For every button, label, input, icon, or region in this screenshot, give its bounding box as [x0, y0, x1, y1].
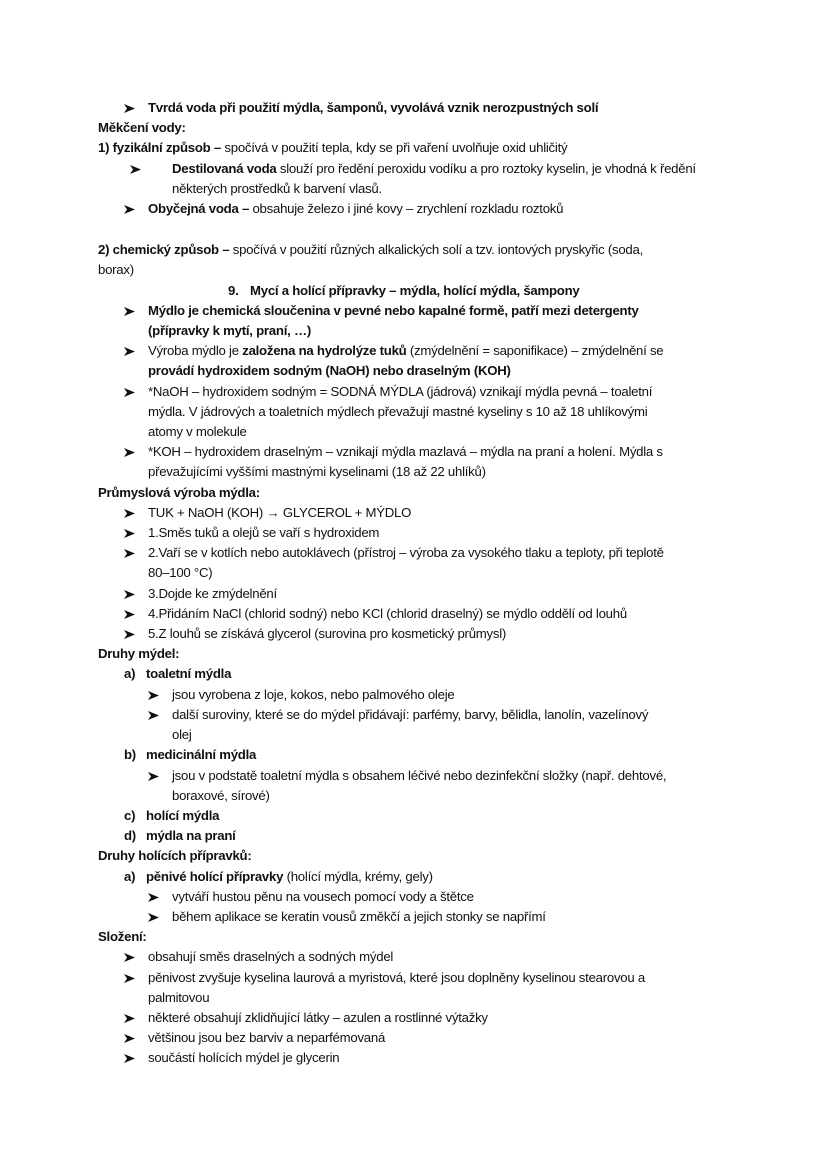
- list-item: [98, 968, 748, 1008]
- alpha-item: [98, 664, 748, 684]
- arrowhead-bullet-icon: [124, 604, 138, 624]
- arrowhead-bullet-icon: [124, 1048, 138, 1068]
- arrowhead-bullet-icon: [148, 907, 162, 927]
- arrowhead-bullet-icon: [148, 766, 162, 786]
- list-item-text: obsahují směs draselných a sodných mýdel: [148, 949, 394, 965]
- arrowhead-bullet-icon: [148, 685, 162, 705]
- list-item: [98, 584, 748, 604]
- arrowhead-bullet-icon: [130, 159, 144, 179]
- paragraph-text: spočívá v použití tepla, kdy se při vaření uvolňuje oxid uhličitý: [221, 140, 568, 156]
- list-item-text: 2.Vaří se v kotlích nebo autoklávech (přístroj – výroba za vysokého tlaku a teploty, při teplotě: [148, 545, 664, 561]
- list-item: [98, 543, 748, 583]
- list-item-text: 1.Směs tuků a olejů se vaří s hydroxidem: [148, 525, 380, 541]
- arrowhead-bullet-icon: [148, 887, 162, 907]
- arrowhead-bullet-icon: [124, 523, 138, 543]
- list-item: [98, 604, 748, 624]
- alpha-item: [98, 867, 748, 887]
- alpha-title: toaletní mýdla: [146, 666, 232, 682]
- list-item-text: *KOH – hydroxidem draselným – vznikají mýdla mazlavá – mýdla na praní a holení. Mýdla s: [148, 444, 663, 460]
- alpha-item: [98, 826, 748, 846]
- list-item-cont: boraxové, sírové): [172, 787, 270, 803]
- arrowhead-bullet-icon: [124, 503, 138, 523]
- paragraph-label: 2) chemický způsob –: [98, 242, 230, 258]
- arrowhead-bullet-icon: [124, 624, 138, 644]
- alpha-title: mýdla na praní: [146, 828, 236, 844]
- list-item: [98, 887, 748, 907]
- list-item: [98, 98, 748, 118]
- list-item-text: vytváří hustou pěnu na vousech pomocí vody a štětce: [172, 888, 474, 904]
- alpha-label: a): [124, 868, 136, 884]
- alpha-item: [98, 745, 748, 765]
- arrowhead-bullet-icon: [124, 1008, 138, 1028]
- list-item: [98, 907, 748, 927]
- list-item-cont: převažujícími vyššími mastnými kyselinami (18 až 22 uhlíků): [148, 464, 486, 480]
- arrowhead-bullet-icon: [124, 1028, 138, 1048]
- list-item: [98, 1028, 748, 1048]
- list-item: [98, 199, 748, 219]
- list-item-cont: mýdla. V jádrových a toaletních mýdlech převažují mastné kyseliny s 10 až 18 uhlíkovými: [148, 403, 648, 419]
- list-item: [98, 503, 748, 523]
- list-item: [98, 624, 748, 644]
- list-item-bold: Obyčejná voda –: [148, 201, 250, 217]
- list-item-bold: Destilovaná voda: [172, 160, 277, 176]
- alpha-label: b): [124, 747, 136, 763]
- list-item-text: *NaOH – hydroxidem sodným = SODNÁ MÝDLA (jádrová) vznikají mýdla pevná – toaletní: [148, 383, 653, 399]
- paragraph-label: 1) fyzikální způsob –: [98, 140, 221, 156]
- list-item: [98, 947, 748, 967]
- list-item-text: jsou v podstatě toaletní mýdla s obsahem léčivé nebo dezinfekční složky (např. dehtové,: [172, 767, 667, 783]
- paragraph-cont: borax): [98, 262, 134, 278]
- arrowhead-bullet-icon: [124, 968, 138, 988]
- list-item-cont: 80–100 °C): [148, 565, 213, 581]
- list-item-text: některé obsahují zklidňující látky – azulen a rostlinné výtažky: [148, 1009, 488, 1025]
- document-page: [98, 98, 748, 1069]
- list-item: [98, 442, 748, 482]
- list-item-text: Výroba mýdlo je: [148, 343, 243, 359]
- list-item-text: 5.Z louhů se získává glycerol (surovina pro kosmetický průmysl): [148, 626, 507, 642]
- section-heading: Měkčení vody:: [98, 120, 186, 136]
- arrowhead-bullet-icon: [124, 199, 138, 219]
- section-heading: Druhy holících přípravků:: [98, 848, 252, 864]
- section-heading: Druhy mýdel:: [98, 646, 180, 662]
- list-item: [98, 705, 748, 745]
- list-item-cont: provádí hydroxidem sodným (NaOH) nebo draselným (KOH): [148, 363, 511, 379]
- section-heading: Složení:: [98, 929, 147, 945]
- list-item-text: 4.Přidáním NaCl (chlorid sodný) nebo KCl (chlorid draselný) se mýdlo oddělí od louhů: [148, 605, 627, 621]
- list-item: [98, 341, 748, 381]
- arrowhead-bullet-icon: [124, 543, 138, 563]
- list-item: [98, 523, 748, 543]
- arrowhead-bullet-icon: [124, 947, 138, 967]
- list-item: [98, 159, 748, 199]
- list-item-text: TUK + NaOH (KOH) → GLYCEROL + MÝDLO: [148, 504, 412, 520]
- list-item-text: 3.Dojde ke zmýdelnění: [148, 585, 277, 601]
- list-item-cont: palmitovou: [148, 989, 210, 1005]
- list-item-cont: některých prostředků k barvení vlasů.: [172, 180, 382, 196]
- alpha-label: c): [124, 807, 136, 823]
- list-item-text: během aplikace se keratin vousů změkčí a jejich stonky se napřímí: [172, 908, 546, 924]
- list-item: [98, 685, 748, 705]
- section-title: [98, 281, 748, 301]
- list-item: [98, 382, 748, 443]
- section-heading: Průmyslová výroba mýdla:: [98, 484, 260, 500]
- list-item-cont: (přípravky k mytí, praní, …): [148, 323, 312, 339]
- arrowhead-bullet-icon: [124, 98, 138, 118]
- list-item: [98, 766, 748, 806]
- list-item: [98, 301, 748, 341]
- arrowhead-bullet-icon: [148, 705, 162, 725]
- spacer: [98, 219, 748, 240]
- list-item-text: pěnivost zvyšuje kyselina laurová a myristová, které jsou doplněny kyselinou stearovou a: [148, 969, 645, 985]
- paragraph-text: spočívá v použití různých alkalických solí a tzv. iontových pryskyřic (soda,: [229, 242, 643, 258]
- list-item-text: součástí holících mýdel je glycerin: [148, 1050, 340, 1066]
- paragraph: [98, 240, 748, 260]
- list-item-text: obsahuje železo i jiné kovy – zrychlení rozkladu roztoků: [249, 201, 564, 217]
- arrowhead-bullet-icon: [124, 584, 138, 604]
- list-item-text: slouží pro ředění peroxidu vodíku a pro roztoky kyselin, je vhodná k ředění: [276, 160, 696, 176]
- list-item-text: Mýdlo je chemická sloučenina v pevné nebo kapalné formě, patří mezi detergenty: [148, 302, 639, 318]
- list-item-cont: atomy v molekule: [148, 424, 247, 440]
- list-item-cont: olej: [172, 727, 192, 743]
- section-title-text: Mycí a holící přípravky – mýdla, holící mýdla, šampony: [250, 282, 580, 298]
- paragraph: [98, 138, 748, 158]
- arrowhead-bullet-icon: [124, 301, 138, 321]
- alpha-title: pěnivé holící přípravky: [146, 868, 284, 884]
- alpha-item: [98, 806, 748, 826]
- arrowhead-bullet-icon: [124, 382, 138, 402]
- alpha-title: medicinální mýdla: [146, 747, 257, 763]
- list-item-text: jsou vyrobena z loje, kokos, nebo palmového oleje: [172, 686, 455, 702]
- section-number: 9.: [228, 282, 239, 298]
- list-item-text: (zmýdelnění = saponifikace) – zmýdelnění se: [406, 343, 664, 359]
- list-item-text: další suroviny, které se do mýdel přidávají: parfémy, barvy, bělidla, lanolín, vazelínový: [172, 706, 649, 722]
- list-item-bold: založena na hydrolýze tuků: [242, 343, 407, 359]
- alpha-suffix: (holící mýdla, krémy, gely): [283, 868, 433, 884]
- arrowhead-bullet-icon: [124, 442, 138, 462]
- arrowhead-bullet-icon: [124, 341, 138, 361]
- alpha-label: d): [124, 828, 136, 844]
- list-item-text: většinou jsou bez barviv a neparfémovaná: [148, 1030, 386, 1046]
- alpha-title: holící mýdla: [146, 807, 220, 823]
- list-item: [98, 1048, 748, 1068]
- alpha-label: a): [124, 666, 136, 682]
- list-item-text: Tvrdá voda při použití mýdla, šamponů, vyvolává vznik nerozpustných solí: [148, 100, 599, 115]
- list-item: [98, 1008, 748, 1028]
